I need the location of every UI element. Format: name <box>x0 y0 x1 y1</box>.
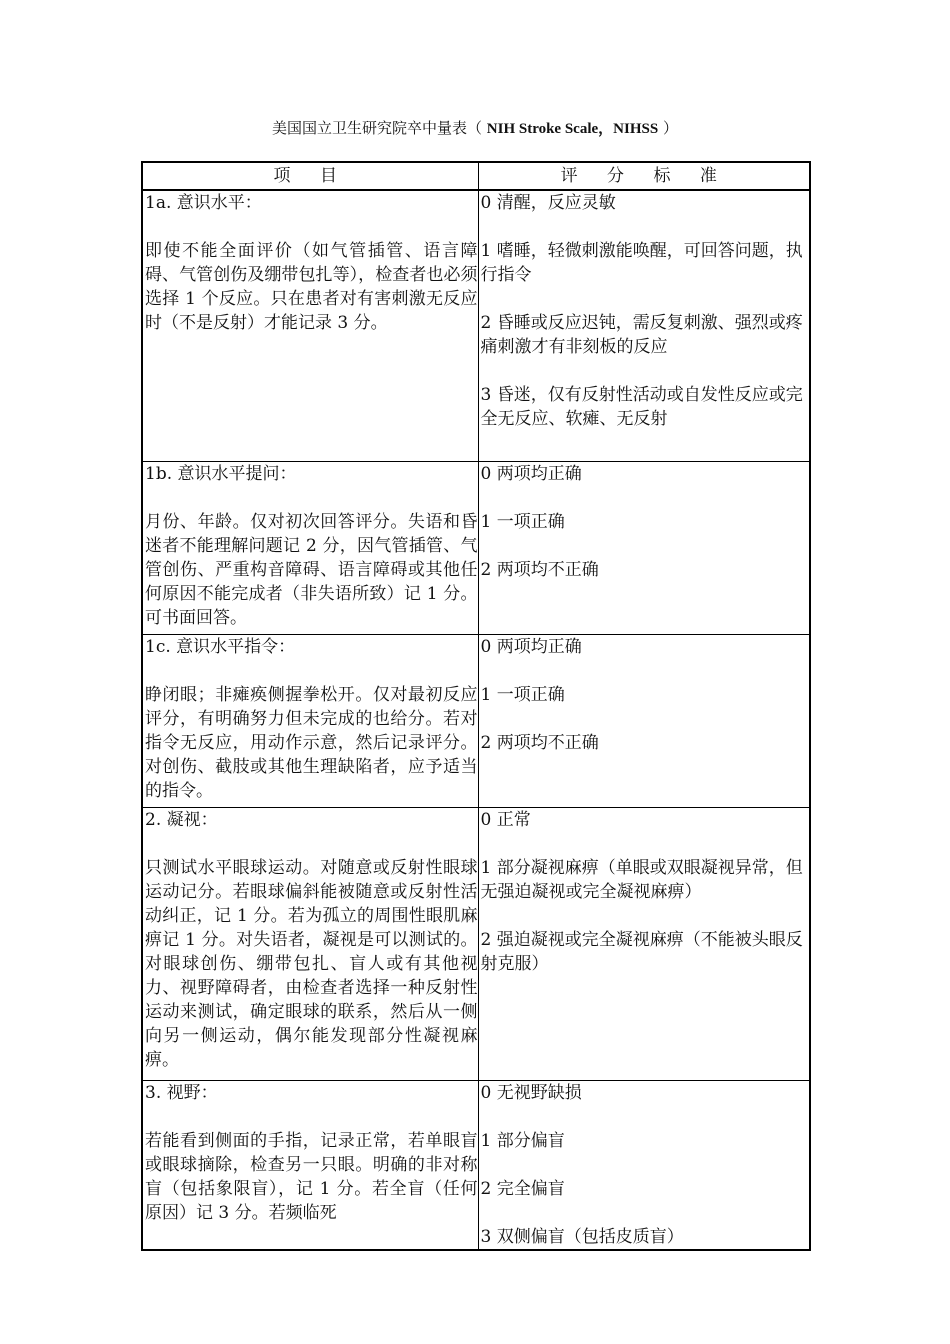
score-option: 2 昏睡或反应迟钝，需反复刺激、强烈或疼痛刺激才有非刻板的反应 <box>480 313 803 357</box>
item-cell <box>142 635 478 808</box>
score-option: 1 一项正确 <box>480 512 565 532</box>
score-option: 1 一项正确 <box>480 685 565 705</box>
score-option: 1 嗜睡，轻微刺激能唤醒，可回答问题，执行指令 <box>480 241 803 285</box>
table-row <box>142 635 810 808</box>
table-row <box>142 462 810 635</box>
nihss-table <box>141 161 811 1251</box>
score-option: 0 正常 <box>480 810 531 830</box>
score-option: 0 两项均正确 <box>480 637 582 657</box>
item-cell <box>142 190 478 462</box>
item-description: 月份、年龄。仅对初次回答评分。失语和昏迷者不能理解问题记 2 分，因气管插管、气管创伤、严重构音障碍、语言障碍或其他任何原因不能完成者（非失语所致）记 1 分。可书面回答。 <box>145 512 478 628</box>
score-option: 0 两项均正确 <box>480 464 582 484</box>
score-option: 2 完全偏盲 <box>480 1179 565 1199</box>
table-row <box>142 190 810 462</box>
item-cell <box>142 462 478 635</box>
score-option: 1 部分偏盲 <box>480 1131 565 1151</box>
item-cell <box>142 1081 478 1251</box>
score-option: 0 无视野缺损 <box>480 1083 582 1103</box>
table-header-row <box>142 162 810 190</box>
document-title <box>0 118 950 139</box>
item-description: 只测试水平眼球运动。对随意或反射性眼球运动记分。若眼球偏斜能被随意或反射性活动纠正，记 1 分。若为孤立的周围性眼肌麻痹记 1 分。对失语者，凝视是可以测试的。对眼球创伤、绷带包扎、盲人或有其他视力、视野障碍者，由检查者选择一种反射性运动来测试，确定眼球的联系，然后从一侧向另一侧运动，偶尔能发现部分性凝视麻痹。 <box>145 858 478 1070</box>
item-description: 睁闭眼；非瘫痪侧握拳松开。仅对最初反应评分，有明确努力但未完成的也给分。若对指令无反应，用动作示意，然后记录评分。对创伤、截肢或其他生理缺陷者，应予适当的指令。 <box>145 685 478 801</box>
score-option: 2 两项均不正确 <box>480 733 599 753</box>
criteria-cell <box>478 808 810 1081</box>
score-option: 3 双侧偏盲（包括皮质盲） <box>480 1227 684 1247</box>
score-option: 0 清醒，反应灵敏 <box>480 193 616 213</box>
item-title: 1b. 意识水平提问： <box>145 464 297 484</box>
score-option: 1 部分凝视麻痹（单眼或双眼凝视异常，但无强迫凝视或完全凝视麻痹） <box>480 858 803 902</box>
item-title: 2. 凝视： <box>145 810 218 830</box>
title-prefix: 美国国立卫生研究院卒中量表（ <box>272 119 487 137</box>
title-english: NIH Stroke Scale，NIHSS <box>486 121 659 137</box>
item-title: 3. 视野： <box>145 1083 218 1103</box>
criteria-cell <box>478 635 810 808</box>
header-criteria: 评 分 标 准 <box>478 162 810 190</box>
score-option: 2 强迫凝视或完全凝视麻痹（不能被头眼反射克服） <box>480 930 803 974</box>
item-description: 若能看到侧面的手指，记录正常，若单眼盲或眼球摘除，检查另一只眼。明确的非对称盲（包括象限盲），记 1 分。若全盲（任何原因）记 3 分。若频临死 <box>145 1131 478 1223</box>
title-suffix: ） <box>658 119 678 137</box>
criteria-cell <box>478 190 810 462</box>
header-item: 项 目 <box>142 162 478 190</box>
item-title: 1c. 意识水平指令： <box>145 637 296 657</box>
table-row <box>142 808 810 1081</box>
score-option: 3 昏迷，仅有反射性活动或自发性反应或完全无反应、软瘫、无反射 <box>480 385 803 429</box>
item-description: 即使不能全面评价（如气管插管、语言障碍、气管创伤及绷带包扎等），检查者也必须选择 1 个反应。只在患者对有害刺激无反应时（不是反射）才能记录 3 分。 <box>145 241 478 333</box>
table-row <box>142 1081 810 1251</box>
item-cell <box>142 808 478 1081</box>
score-option: 2 两项均不正确 <box>480 560 599 580</box>
item-title: 1a. 意识水平： <box>145 193 262 213</box>
criteria-cell <box>478 1081 810 1251</box>
criteria-cell <box>478 462 810 635</box>
